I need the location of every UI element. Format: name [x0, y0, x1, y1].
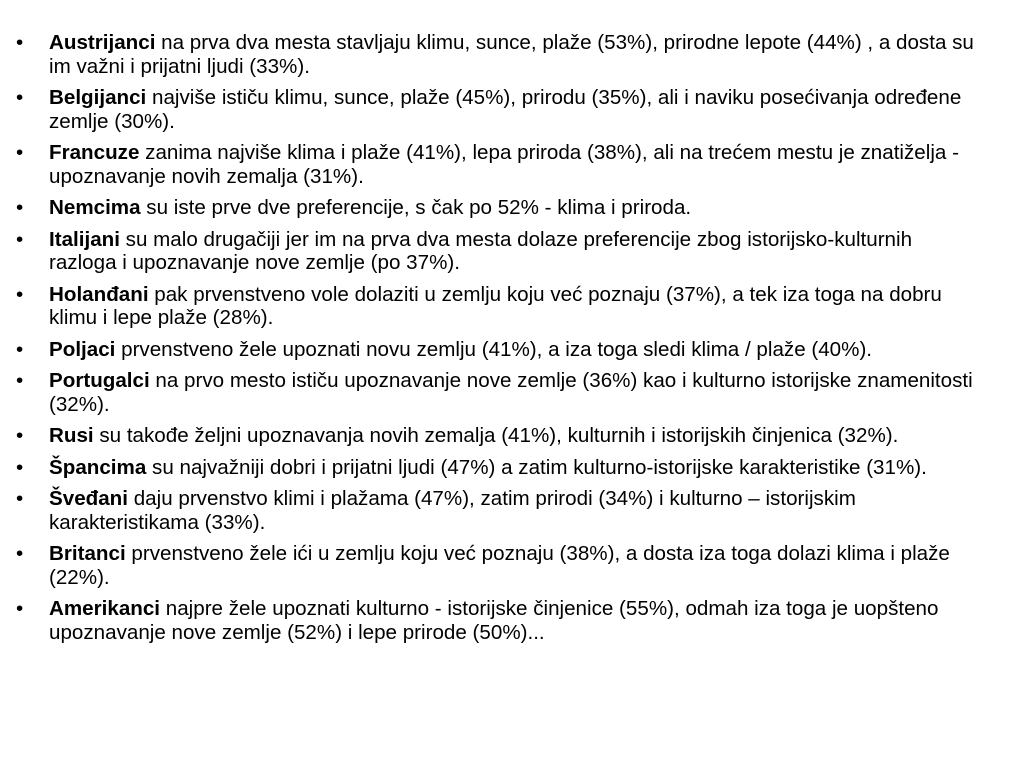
country-name: Belgijanci: [49, 86, 147, 109]
list-item-poljaci: [16, 338, 976, 362]
bullet-icon: •: [16, 597, 24, 620]
country-name: Austrijanci: [49, 31, 156, 54]
bullet-icon: •: [16, 282, 24, 306]
bullet-icon: •: [16, 196, 24, 219]
country-name: Špancima: [49, 455, 147, 479]
list-item-spancima: [16, 456, 976, 480]
preferences-bullet-list: [16, 31, 976, 652]
bullet-icon: •: [16, 227, 24, 251]
list-item-nemcima: [16, 196, 976, 220]
country-name: Rusi: [49, 424, 94, 447]
bullet-icon: •: [16, 337, 24, 361]
country-name: Holanđani: [49, 282, 149, 306]
preference-text: na prva dva mesta stavljaju klimu, sunce, plaže (53%), prirodne lepote (44%) , a dosta su im važni i prijatni ljudi (33%).: [49, 31, 974, 78]
list-item-francuze: [16, 141, 976, 188]
list-item-svedjani: [16, 487, 976, 534]
preference-text: zanima najviše klima i plaže (41%), lepa priroda (38%), ali na trećem mestu je znatiželja - upoznavanje novih zemalja (31%).: [49, 141, 959, 188]
bullet-icon: •: [16, 31, 24, 54]
preference-text: najviše ističu klimu, sunce, plaže (45%), prirodu (35%), ali i naviku posećivanja određene zemlje (30%).: [49, 86, 962, 133]
preference-text: prvenstveno žele ići u zemlju koju već poznaju (38%), a dosta iza toga dolazi klima i plaže (22%).: [49, 542, 950, 589]
preference-text: su takođe željni upoznavanja novih zemalja (41%), kulturnih i istorijskih činjenica (32%).: [93, 424, 899, 447]
list-item-holandjani: [16, 283, 976, 330]
preference-text: pak prvenstveno vole dolaziti u zemlju koju već poznaju (37%), a tek iza toga na dobru klimu i lepe plaže (28%).: [49, 282, 942, 329]
list-item-italijani: [16, 228, 976, 275]
list-item-austrijanci: [16, 31, 976, 78]
country-name: Poljaci: [49, 337, 116, 361]
country-name: Britanci: [49, 542, 126, 565]
country-name: Amerikanci: [49, 597, 161, 620]
preference-text: na prvo mesto ističu upoznavanje nove zemlje (36%) kao i kulturno istorijske znamenitosti (32%).: [49, 369, 973, 416]
country-name: Portugalci: [49, 369, 150, 392]
list-item-britanci: [16, 542, 976, 589]
list-item-portugalci: [16, 369, 976, 416]
bullet-icon: •: [16, 369, 24, 392]
bullet-icon: •: [16, 141, 24, 164]
bullet-icon: •: [16, 455, 24, 479]
country-name: Šveđani: [49, 487, 128, 510]
preference-text: najpre žele upoznati kulturno - istorijske činjenice (55%), odmah iza toga je uopšteno upoznavanje nove zemlje (52%) i lepe prirode (50%)...: [49, 597, 939, 644]
preference-text: su najvažniji dobri i prijatni ljudi (47%) a zatim kulturno-istorijske karakteristike (31%).: [146, 455, 927, 479]
preference-text: su iste prve dve preferencije, s čak po 52% - klima i priroda.: [140, 196, 692, 219]
list-item-amerikanci: [16, 597, 976, 644]
preference-text: prvenstveno žele upoznati novu zemlju (41%), a iza toga sledi klima / plaže (40%).: [115, 337, 873, 361]
preference-text: daju prvenstvo klimi i plažama (47%), zatim prirodi (34%) i kulturno – istorijskim karakteristikama (33%).: [49, 487, 856, 534]
bullet-icon: •: [16, 86, 24, 109]
bullet-icon: •: [16, 424, 24, 447]
country-name: Italijani: [49, 227, 120, 251]
bullet-icon: •: [16, 487, 24, 510]
list-item-rusi: [16, 424, 976, 448]
list-item-belgijanci: [16, 86, 976, 133]
bullet-icon: •: [16, 542, 24, 565]
country-name: Nemcima: [49, 196, 141, 219]
preference-text: su malo drugačiji jer im na prva dva mesta dolaze preferencije zbog istorijsko-kulturnih razloga i upoznavanje nove zemlje (po 37%).: [49, 227, 913, 274]
country-name: Francuze: [49, 141, 140, 164]
